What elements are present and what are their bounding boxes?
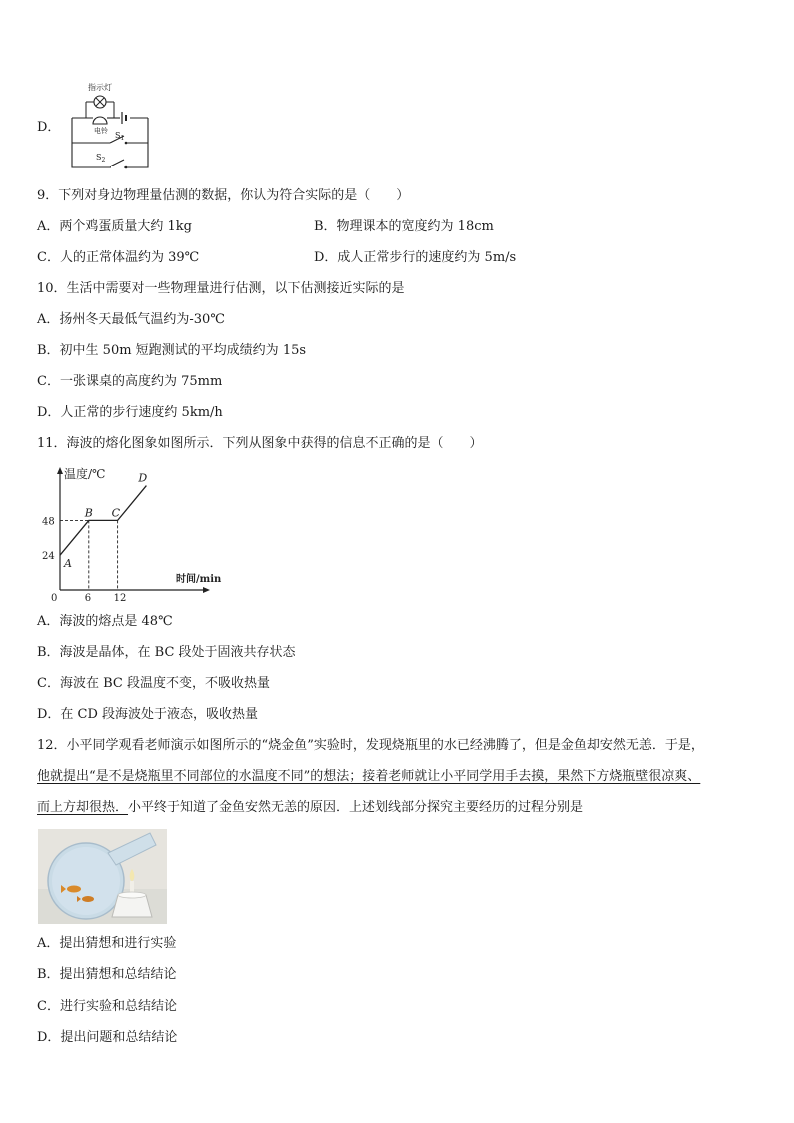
svg-text:S1: $S_1$ <box>115 131 125 142</box>
q11-option-a[interactable]: A．海波的熔点是 48℃ <box>37 614 173 629</box>
svg-text:S2: $S_2$ <box>96 153 106 164</box>
q12-option-a[interactable]: A．提出猜想和进行实验 <box>37 936 177 951</box>
x-axis-arrow <box>203 587 210 593</box>
q12-stem-line2: 他就提出“是不是烧瓶里不同部位的水温度不同”的想法；接着老师就让小平同学用手去摸，果然下方烧瓶壁很凉爽、 <box>37 769 701 784</box>
point-label-A: A <box>64 557 72 571</box>
q12-option-b[interactable]: B．提出猜想和总结结论 <box>37 967 177 982</box>
y-axis-arrow <box>57 467 63 474</box>
point-label-D: D <box>138 471 148 485</box>
q9-option-b[interactable]: B．物理课本的宽度约为 18cm <box>314 219 494 234</box>
q9-option-a[interactable]: A．两个鸡蛋质量大约 1kg <box>37 219 192 234</box>
q12-stem-rest: 小平终于知道了金鱼安然无恙的原因．上述划线部分探究主要经历的过程分别是 <box>128 800 584 815</box>
q9-option-d[interactable]: D．成人正常步行的速度约为 5m/s <box>314 250 517 265</box>
goldfish-experiment-image <box>38 829 167 924</box>
switch-s1 <box>72 131 148 144</box>
q10-option-d[interactable]: D．人正常的步行速度约 5km/h <box>37 405 223 420</box>
circuit-diagram <box>66 80 156 172</box>
q12-option-d[interactable]: D．提出问题和总结结论 <box>37 1030 178 1045</box>
q12-option-c[interactable]: C．进行实验和总结结论 <box>37 999 177 1014</box>
x-tick-label-12: 12 <box>113 593 127 604</box>
q11-option-b[interactable]: B．海波是晶体，在 BC 段处于固液共存状态 <box>37 645 296 660</box>
x-axis-label: 时间/min <box>176 574 222 585</box>
q12-stem-line1: 12．小平同学观看老师演示如图所示的“烧金鱼”实验时，发现烧瓶里的水已经沸腾了，但是金鱼却安然无恙．于是， <box>37 738 704 753</box>
q11-option-c[interactable]: C．海波在 BC 段温度不变，不吸收热量 <box>37 676 270 691</box>
x-tick-label-6: 6 <box>84 593 92 604</box>
x-tick-label-0: 0 <box>51 593 58 604</box>
q10-option-a[interactable]: A．扬州冬天最低气温约为-30℃ <box>37 312 225 327</box>
y-axis-label: 温度/℃ <box>64 467 106 481</box>
lamp-label: 指示灯 <box>88 83 112 92</box>
bell-symbol <box>93 117 107 124</box>
lamp-symbol <box>86 96 114 118</box>
y-tick-label-48: 48 <box>42 516 55 528</box>
q11-option-d[interactable]: D．在 CD 段海波处于液态，吸收热量 <box>37 707 259 722</box>
bell-label: 电铃 <box>94 127 108 135</box>
melting-chart <box>36 462 222 604</box>
q12-stem-line3 <box>37 799 583 817</box>
point-label-B: B <box>84 506 93 520</box>
q12-stem-underlined: 而上方却很热． <box>37 800 129 815</box>
q11-stem: 11．海波的熔化图象如图所示．下列从图象中获得的信息不正确的是（ ） <box>37 436 483 451</box>
q9-stem: 9．下列对身边物理量估测的数据，你认为符合实际的是（ ） <box>37 188 410 203</box>
q10-option-c[interactable]: C．一张课桌的高度约为 75mm <box>37 374 223 389</box>
y-tick-label-24: 24 <box>42 551 55 563</box>
point-label-C: C <box>111 506 121 520</box>
q10-stem: 10．生活中需要对一些物理量进行估测，以下估测接近实际的是 <box>37 281 405 296</box>
q9-option-c[interactable]: C．人的正常体温约为 39℃ <box>37 250 200 265</box>
q10-option-b[interactable]: B．初中生 50m 短跑测试的平均成绩约为 15s <box>37 343 307 358</box>
q8-option-d-label: D． <box>37 120 61 135</box>
